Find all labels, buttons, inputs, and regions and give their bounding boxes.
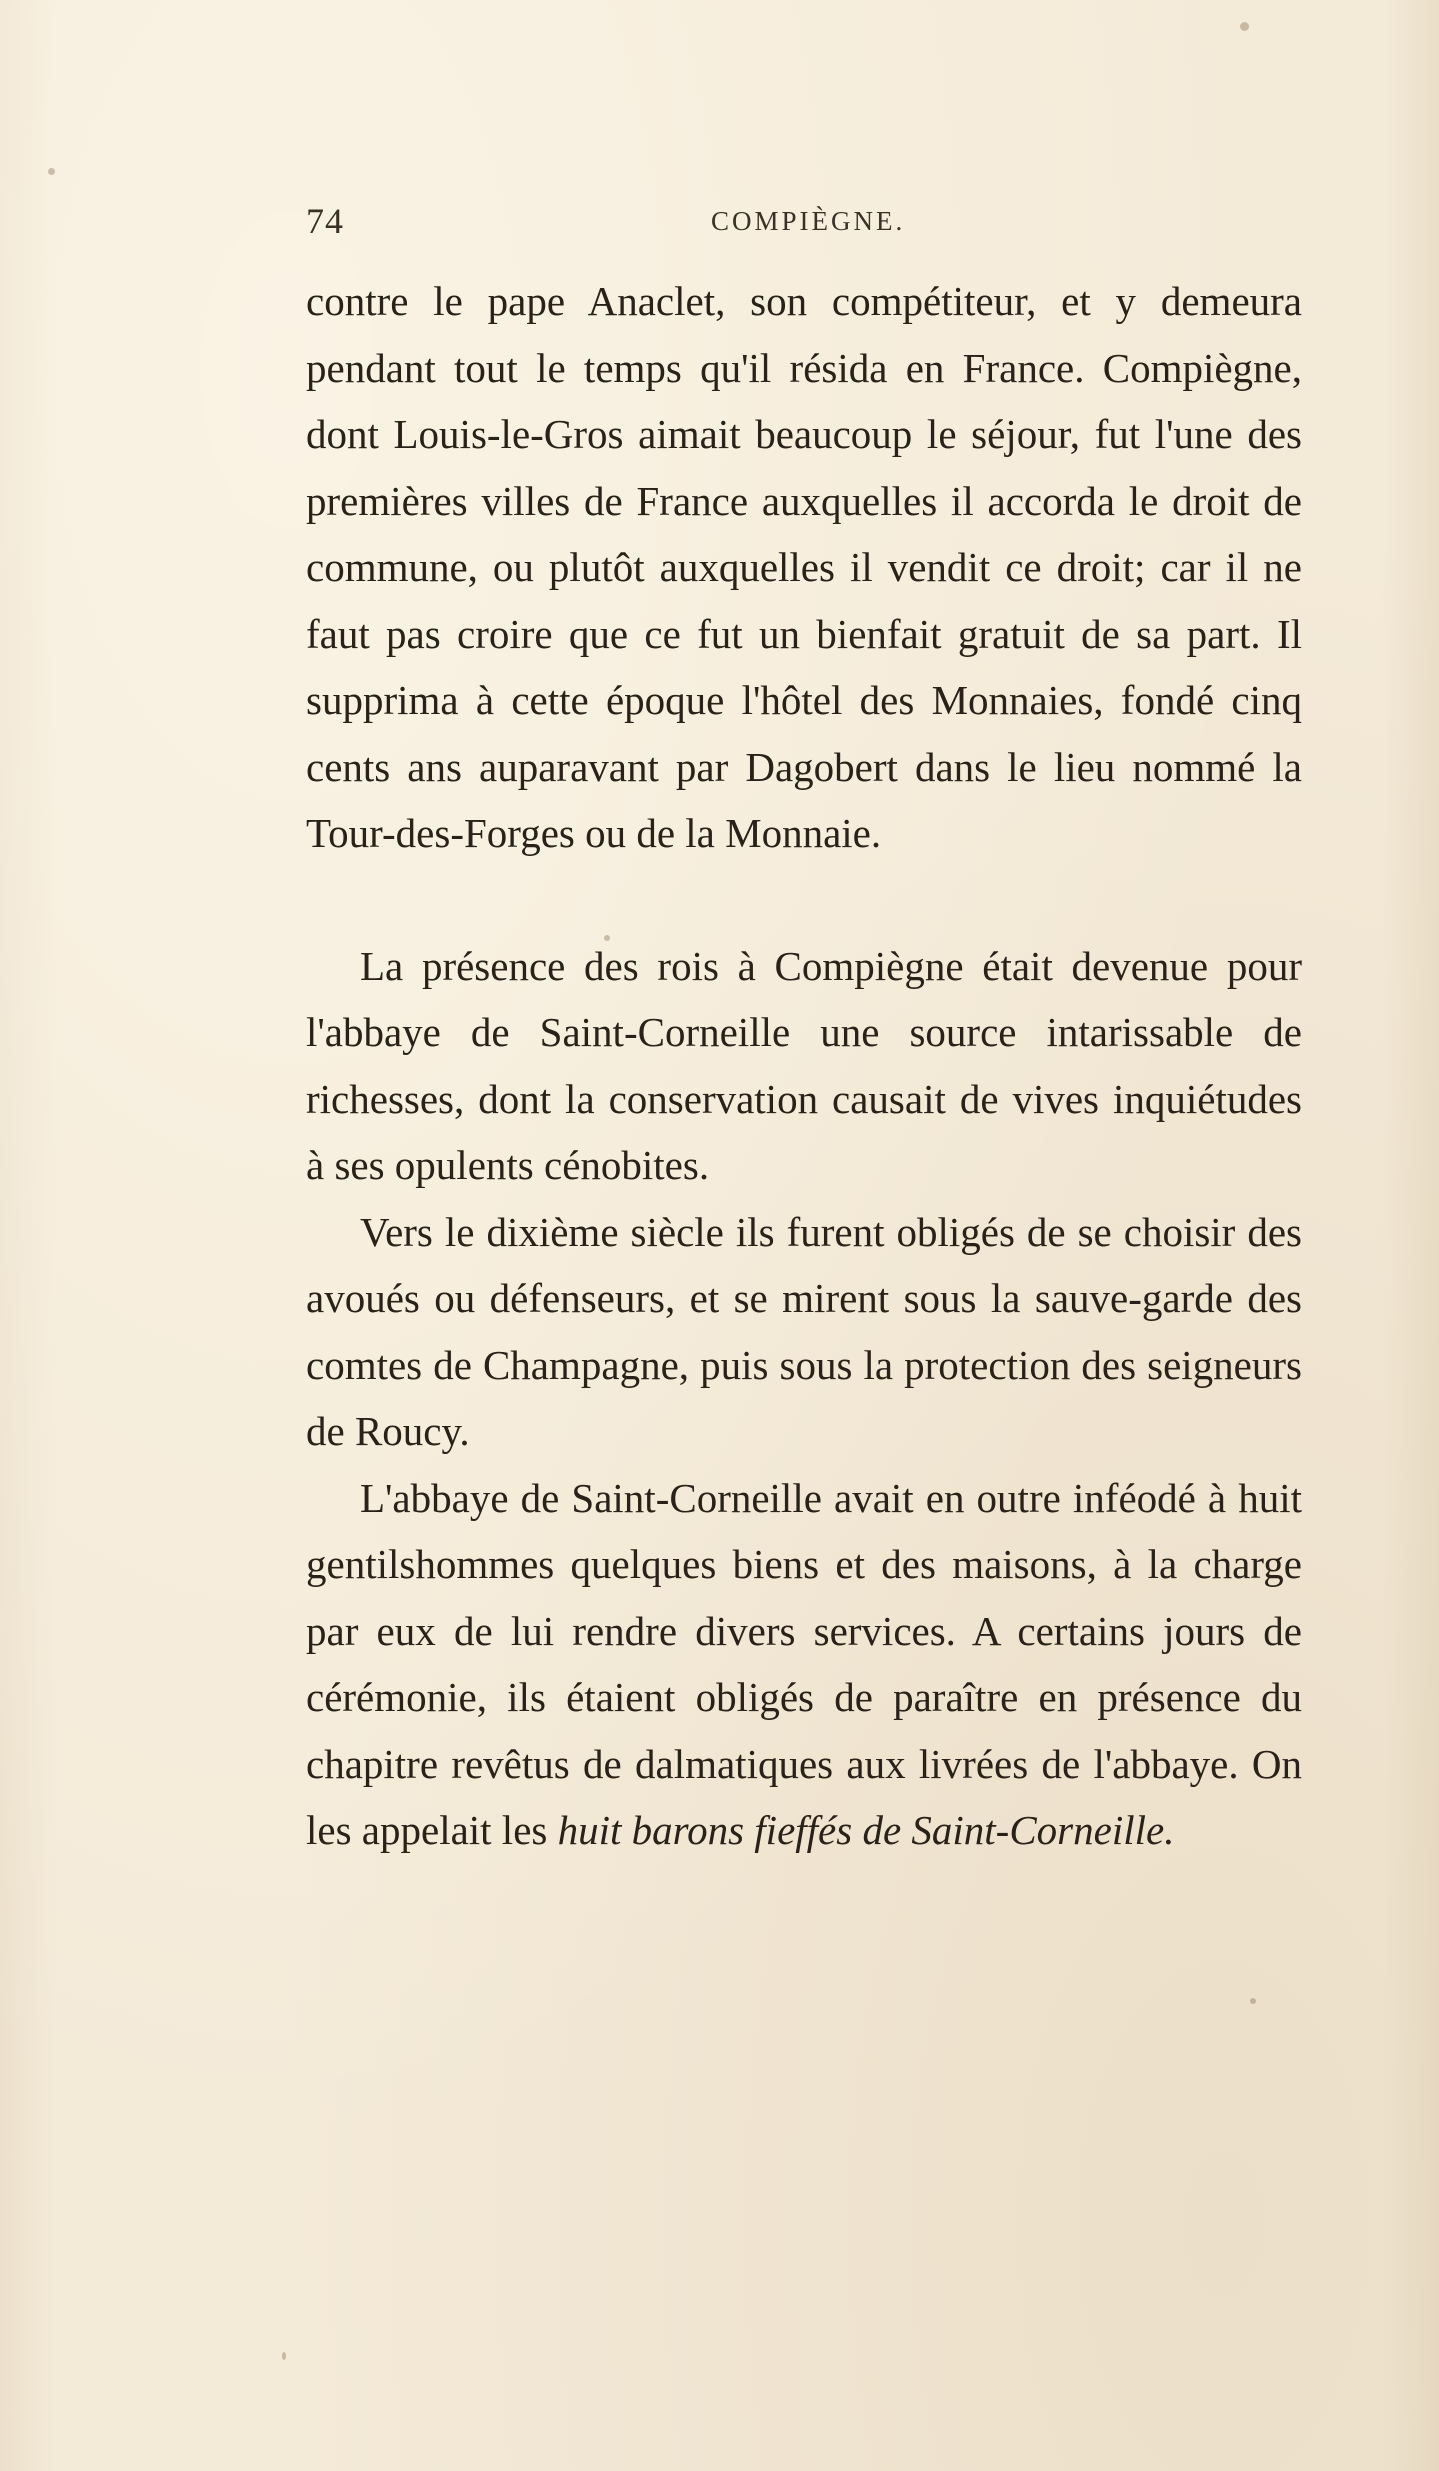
- paragraph-3: Vers le dixième siècle ils furent obligés de se choisir des avoués ou défenseurs, et se mirent sous la sauve-garde des comtes de Champagne, puis sous la protection des seigneurs de Roucy.: [306, 1208, 1302, 1454]
- paragraph-1: contre le pape Anaclet, son compétiteur, et y demeura pendant tout le temps qu'il résida en France. Compiègne, dont Louis-le-Gros aimait beaucoup le séjour, fut l'une des premières villes de France auxquelles il accorda le droit de commune, ou plutôt auxquelles il vendit ce droit; car il ne faut pas croire que ce fut un bienfait gratuit de sa part. Il supprima à cette époque l'hôtel des Monnaies, fondé cinq cents ans auparavant par Dagobert dans le lieu nommé la Tour-des-Forges ou de la Monnaie.: [306, 278, 1302, 856]
- body-text: [306, 268, 1302, 1864]
- paper-speck: [1240, 22, 1249, 31]
- page-number: 74: [306, 201, 344, 241]
- paragraph-4-text: L'abbaye de Saint-Corneille avait en outre inféodé à huit gentilshommes quelques biens et des maisons, à la charge par eux de lui rendre divers services. A certains jours de cérémonie, ils étaient obligés de paraître en présence du chapitre revêtus de dalmatiques aux livrées de l'abbaye. On les appelait les: [306, 1474, 1302, 1853]
- paper-speck: [48, 168, 55, 175]
- paragraph-4: [306, 1465, 1302, 1864]
- paper-speck: [604, 935, 610, 941]
- running-head: [306, 200, 1306, 248]
- paragraph-2: La présence des rois à Compiègne était devenue pour l'abbaye de Saint-Corneille une source intarissable de richesses, dont la conservation causait de vives inquiétudes à ses opulents cénobites.: [306, 942, 1302, 1188]
- paper-speck: [1250, 1998, 1256, 2004]
- running-title: COMPIÈGNE.: [711, 206, 906, 236]
- paragraph-4-emphasis: huit barons fieffés de Saint-Corneille.: [557, 1807, 1175, 1853]
- paper-speck: [282, 2352, 286, 2360]
